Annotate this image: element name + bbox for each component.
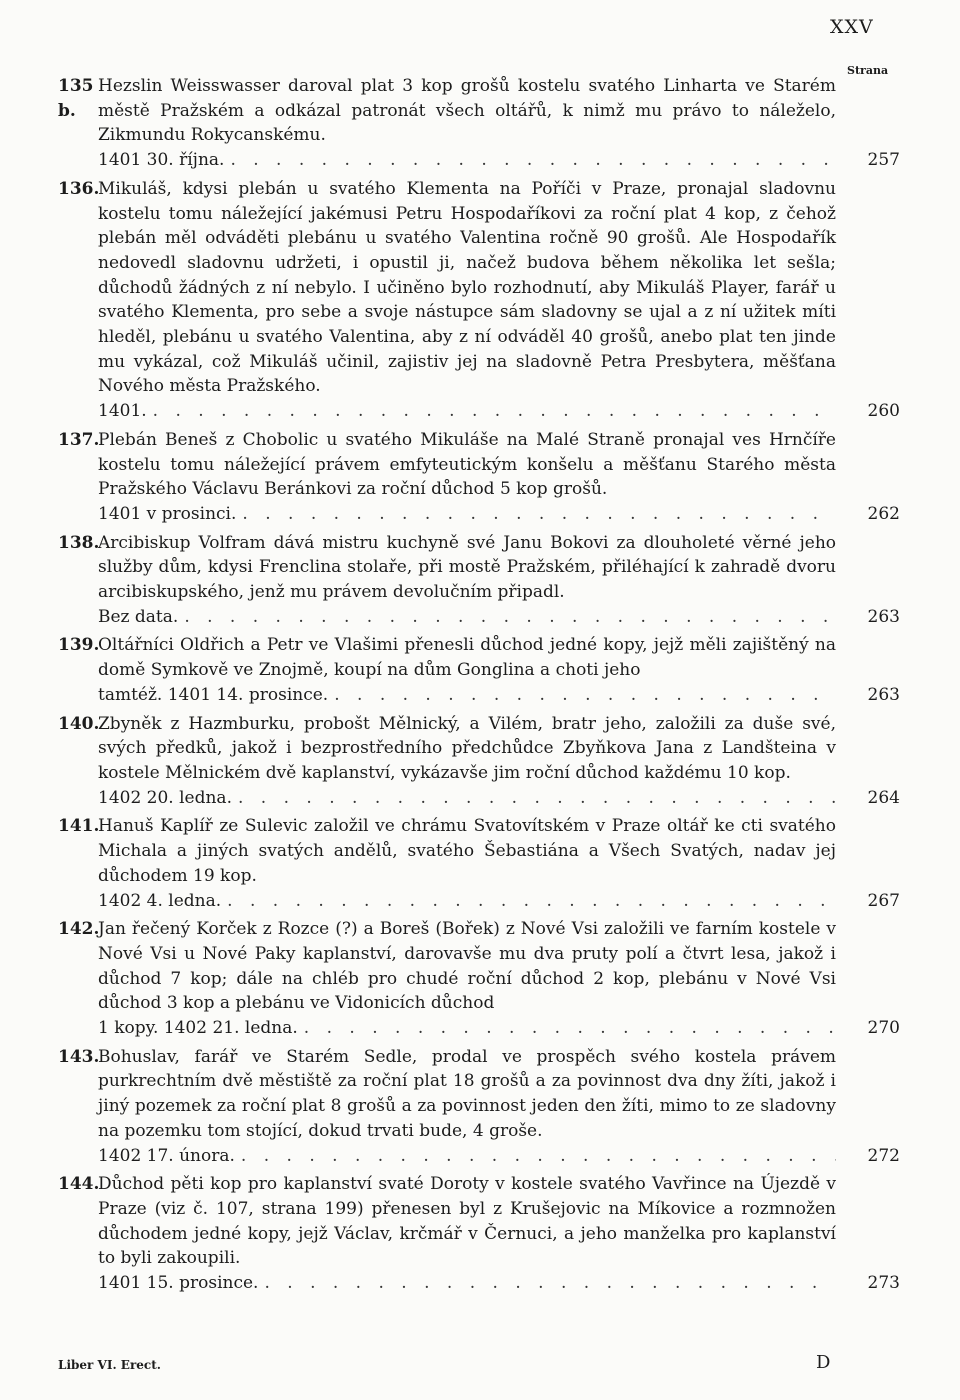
dot-leader — [258, 1271, 836, 1296]
entry-last-line — [98, 683, 836, 708]
entry-number: 144. — [58, 1174, 100, 1195]
dot-leader — [298, 1016, 836, 1041]
entry-138 — [58, 531, 900, 630]
entry-number: 138. — [58, 532, 100, 553]
page-number: XXV — [830, 16, 874, 38]
entry-number: 141. — [58, 816, 100, 837]
entry-body: Jan řečený Korček z Rozce (?) a Boreš (Bořek) z Nové Vsi založili ve farním kostele v Nové Vsi u Nové Paky kaplanství, darovavše mu dva pruty polí a čtvrt lesa, jakož i důchod 7 kop; dále na chléb pro chudé roční důchod 2 kop, plebánu v Nové Vsi důchod 3 kop a plebánu ve Vidonicích důchod — [98, 919, 836, 1014]
entry-body: Mikuláš, kdysi plebán u svatého Klementa na Poříči v Praze, pronajal sladovnu kostelu tomu náležející jakémusi Petru Hospodaříkovi za roční plat 4 kop, z čehož plebán měl odváděti plebánu u svatého Valentina ročně 90 grošů. Ale Hospodařík nedovedl sladovnu udržeti, i opustil ji, načež budova během několika let sešla; důchodů žádných z ní nebylo. I učiněno bylo rozhodnutí, aby Mikuláš Player, farář u svatého Klementa, pro sebe a svoje nástupce sám sladovny se ujal a z ní užitek míti hleděl, plebánu u svatého Valentina, aby z ní odváděl 40 grošů, anebo plat ten jinde mu vykázal, což Mikuláš učinil, zajistiv jej na sladovně Petra Presbytera, měšťana Nového města Pražského. — [98, 178, 836, 397]
dot-leader — [236, 502, 836, 527]
entry-page: 260 — [867, 401, 900, 422]
dot-leader — [232, 786, 836, 811]
entry-last-line — [98, 399, 836, 424]
entry-number: 142. — [58, 919, 100, 940]
entry-date: 1402 4. ledna. — [98, 890, 222, 911]
footer-signature: D — [816, 1352, 831, 1373]
entry-last-line — [98, 605, 836, 630]
dot-leader — [221, 889, 836, 914]
entry-body: Důchod pěti kop pro kaplanství svaté Doroty v kostele svatého Vavřince na Újezdě v Praze (viz č. 107, strana 199) přenesen byl z Krušejovic na Míkovice a rozmnožen důchodem jedné kopy, jejž Václav, krčmář v Černuci, a jeho manželka pro kaplanství to byli zakoupili. — [98, 1174, 836, 1269]
entry-list — [58, 74, 900, 1300]
entry-date: 1401 15. prosince. — [98, 1273, 259, 1294]
entry-page: 263 — [867, 606, 900, 627]
entry-144 — [58, 1172, 900, 1296]
dot-leader — [147, 399, 836, 424]
entry-last-line — [98, 1271, 836, 1296]
entry-last-line — [98, 148, 836, 173]
entry-date: 1402 20. ledna. — [98, 787, 232, 808]
entry-135b — [58, 74, 900, 173]
entry-date: 1401. — [98, 401, 147, 422]
entry-date: 1401 v prosinci. — [98, 503, 237, 524]
entry-140 — [58, 712, 900, 811]
entry-page: 262 — [867, 503, 900, 524]
entry-page: 272 — [867, 1145, 900, 1166]
entry-page: 263 — [867, 684, 900, 705]
entry-body: Oltářníci Oldřich a Petr ve Vlašimi přenesli důchod jedné kopy, jejž měli zajištěný na domě Symkově ve Znojmě, koupí na dům Gonglina a choti jeho — [98, 635, 836, 681]
footer-source: Liber VI. Erect. — [58, 1358, 161, 1372]
entry-number: 136. — [58, 178, 100, 199]
entry-139 — [58, 633, 900, 707]
entry-142 — [58, 917, 900, 1041]
entry-last-line — [98, 1144, 836, 1169]
entry-date: 1402 17. února. — [98, 1145, 235, 1166]
entry-body: Bohuslav, farář ve Starém Sedle, prodal ve prospěch svého kostela právem purkrechtním dvě městiště za roční plat 18 grošů a za povinnost dva dny žíti, jakož i jiný pozemek za roční plat 8 grošů a za povinnost jeden den žíti, mimo to ze sladovny na pozemku tom stojící, dokud trvati bude, 4 groše. — [98, 1046, 836, 1141]
entry-body: Hezslin Weisswasser daroval plat 3 kop grošů kostelu svatého Linharta ve Starém městě Pražském a odkázal patronát všech oltářů, k nimž mu právo to náleželo, Zikmundu Rokycanskému. — [98, 76, 836, 146]
entry-date: 1401 30. října. — [98, 150, 225, 171]
entry-141 — [58, 814, 900, 913]
column-label: Strana — [847, 64, 889, 77]
entry-143 — [58, 1045, 900, 1169]
entry-date: tamtéž. 1401 14. prosince. — [98, 684, 329, 705]
entry-number: 135 b. — [58, 76, 94, 121]
dot-leader — [328, 683, 836, 708]
entry-137 — [58, 428, 900, 527]
entry-number: 139. — [58, 635, 100, 656]
entry-number: 140. — [58, 713, 100, 734]
entry-page: 273 — [867, 1273, 900, 1294]
entry-last-line — [98, 1016, 836, 1041]
entry-page: 267 — [867, 890, 900, 911]
entry-page: 270 — [867, 1018, 900, 1039]
entry-body: Hanuš Kaplíř ze Sulevic založil ve chrámu Svatovítském v Praze oltář ke cti svatého Michala a jiných svatých andělů, svatého Šebastiána a Všech Svatých, nadav jej důchodem 19 kop. — [98, 816, 836, 886]
entry-body: Arcibiskup Volfram dává mistru kuchyně své Janu Bokovi za dlouholeté věrné jeho služby dům, kdysi Frenclina stolaře, při mostě Pražském, přiléhající k zahradě dvoru arcibiskupského, jenž mu právem devolučním připadl. — [98, 532, 836, 603]
entry-date: 1 kopy. 1402 21. ledna. — [98, 1018, 298, 1039]
dot-leader — [224, 148, 836, 173]
entry-page: 264 — [867, 787, 900, 808]
entry-last-line — [98, 786, 836, 811]
entry-page: 257 — [867, 150, 900, 171]
dot-leader — [178, 605, 836, 630]
entry-body: Zbyněk z Hazmburku, probošt Mělnický, a Vilém, bratr jeho, založili za duše své, svých předků, jakož i bezprostředního předchůdce Zbyňkova Jana z Landšteina v kostele Mělnickém dvě kaplanství, vykázavše jim roční důchod každému 10 kop. — [98, 713, 836, 783]
entry-date: Bez data. — [98, 606, 179, 627]
entry-136 — [58, 177, 900, 424]
entry-number: 137. — [58, 429, 100, 450]
entry-last-line — [98, 502, 836, 527]
entry-last-line — [98, 889, 836, 914]
entry-number: 143. — [58, 1046, 100, 1067]
dot-leader — [235, 1144, 836, 1169]
entry-body: Plebán Beneš z Chobolic u svatého Mikuláše na Malé Straně pronajal ves Hrnčíře kostelu tomu náležející právem emfyteutickým konšelu a měšťanu Starého města Pražského Václavu Beránkovi za roční důchod 5 kop grošů. — [98, 429, 836, 500]
